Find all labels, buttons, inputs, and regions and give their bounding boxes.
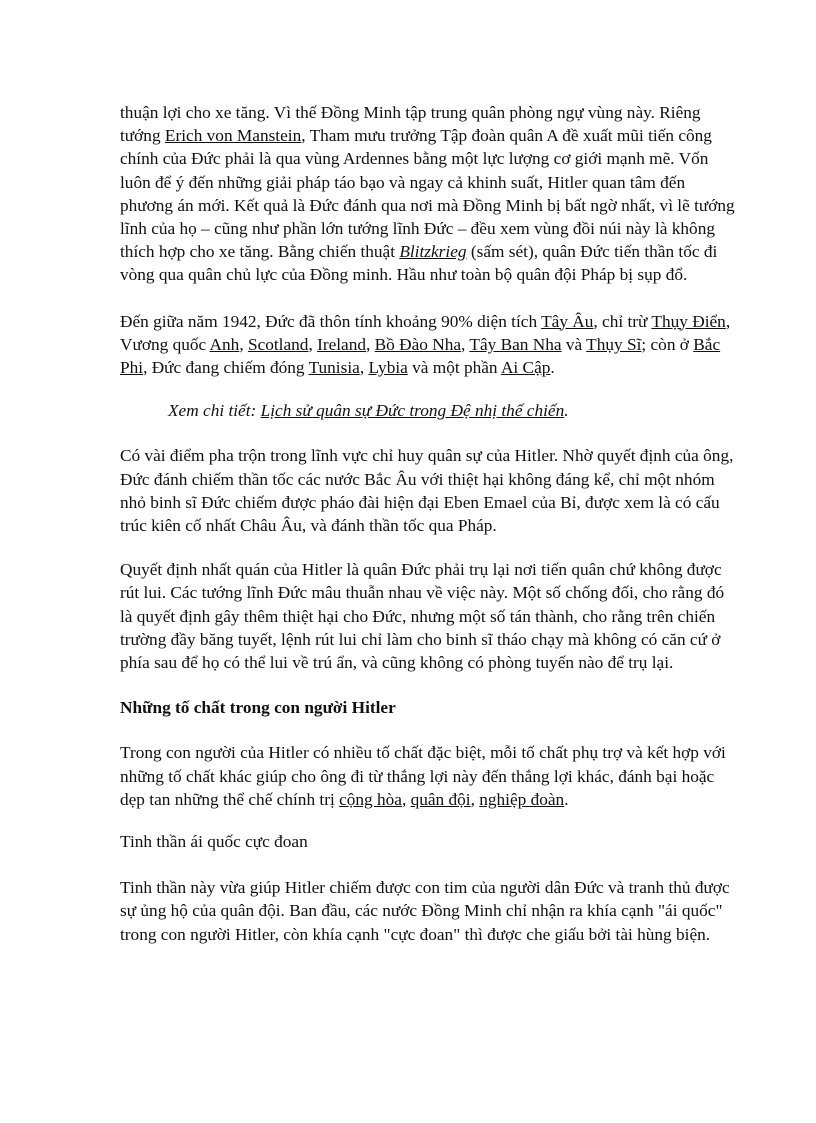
link-scotland[interactable]: Scotland: [247, 334, 309, 354]
text: , Tham mưu trưởng Tập đoàn quân A đề xuất mũi tiến công chính của Đức phải là qua vùng Ardennes bằng một lực lượng cơ giới mạnh mẽ. Vốn luôn để ý đến những giải pháp táo bạo và ngay cả khinh suất, Hitler quan tâm đến phương án mới. Kết quả là Đức đánh qua nơi mà Đồng Minh bị bất ngờ nhất, vì lẽ tướng lĩnh của họ – cũng như phần lớn tướng lĩnh Đức – đều xem vùng đồi núi này là không thích hợp cho xe tăng. Bằng chiến thuật: [120, 126, 735, 262]
link-bac-phi[interactable]: Bắc Phi: [120, 334, 721, 378]
text: .: [564, 789, 569, 809]
text: ,: [401, 789, 411, 809]
link-thuy-dien[interactable]: Thụy Điển: [651, 311, 726, 331]
text: ,: [239, 334, 248, 354]
link-quan-doi[interactable]: quân đội: [410, 789, 471, 809]
see-also-prefix: Xem chi tiết:: [168, 401, 261, 421]
text: (sấm sét), quân Đức tiến thần tốc đi vòng qua quân chủ lực của Đồng minh. Hầu như toàn bộ quân đội Pháp bị sụp đổ.: [120, 242, 718, 285]
paragraph-military-command: Có vài điểm pha trộn trong lĩnh vực chỉ huy quân sự của Hitler. Nhờ quyết định của ông, Đức đánh chiếm thần tốc các nước Bắc Âu với thiệt hại không đáng kể, chỉ một nhóm nhỏ binh sĩ Đức chiếm được pháo đài hiện đại Eben Emael của Bỉ, được xem là có cấu trúc kiên cố nhất Châu Âu, và đánh thần tốc qua Pháp.: [120, 446, 734, 536]
link-thuy-si[interactable]: Thụy Sĩ: [586, 334, 642, 354]
text: .: [550, 358, 555, 378]
see-also-suffix: .: [564, 401, 569, 421]
link-erich-von-manstein[interactable]: Erich von Manstein: [164, 126, 302, 146]
link-tay-au[interactable]: Tây Âu: [541, 311, 594, 331]
text: ,: [366, 334, 375, 354]
subheading: Tinh thần ái quốc cực đoan: [120, 832, 308, 852]
paragraph-no-retreat: Quyết định nhất quán của Hitler là quân Đức phải trụ lại nơi tiến quân chứ không được rút lui. Các tướng lĩnh Đức mâu thuẫn nhau về việc này. Một số chống đối, cho rằng đó là quyết định gây thêm thiệt hại cho Đức, nhưng một số tán thành, cho rằng trên chiến trường đầy băng tuyết, lệnh rút lui chỉ làm cho binh sĩ tháo chạy mà không có căn cứ ở phía sau để họ có thể lui về trú ẩn, và cũng không có phòng tuyến nào để trụ lại.: [120, 560, 725, 673]
link-ai-cap[interactable]: Ai Cập: [500, 358, 551, 378]
see-also: [120, 399, 740, 422]
text: ,: [359, 358, 369, 378]
link-blitzkrieg[interactable]: Blitzkrieg: [399, 242, 467, 262]
text: ,: [470, 789, 480, 809]
document-page: [120, 101, 740, 946]
text: Trong con người của Hitler có nhiều tố chất đặc biệt, mỗi tố chất phụ trợ và kết hợp với những tố chất khác giúp cho ông đi từ thắng lợi này đến thắng lợi khác, đánh bại hoặc dẹp tan những thể chế chính trị: [120, 743, 726, 809]
link-lybia[interactable]: Lybia: [368, 358, 408, 378]
link-military-history[interactable]: Lịch sử quân sự Đức trong Đệ nhị thế chiến: [260, 401, 565, 421]
link-nghiep-doan[interactable]: nghiệp đoàn: [479, 789, 565, 809]
text: , chỉ trừ: [593, 311, 652, 331]
text: và: [561, 334, 587, 354]
paragraph-occupation-1942: [120, 310, 740, 380]
link-bo-dao-nha[interactable]: Bồ Đào Nha: [374, 334, 462, 354]
link-ireland[interactable]: Ireland: [317, 334, 367, 354]
paragraph-qualities: [120, 741, 740, 811]
paragraph-patriotism: Tinh thần này vừa giúp Hitler chiếm được con tim của người dân Đức và tranh thủ được sự ủng hộ của quân đội. Ban đầu, các nước Đồng Minh chỉ nhận ra khía cạnh "ái quốc" trong con người Hitler, còn khía cạnh "cực đoan" thì được che giấu bởi tài hùng biện.: [120, 878, 730, 944]
text: Đến giữa năm 1942, Đức đã thôn tính khoảng 90% diện tích: [120, 311, 542, 331]
text: ,: [461, 334, 470, 354]
link-anh[interactable]: Anh: [209, 334, 240, 354]
text: ; còn ở: [641, 334, 694, 354]
text: , Vương quốc: [120, 311, 731, 354]
link-cong-hoa[interactable]: cộng hòa: [339, 789, 402, 809]
link-tunisia[interactable]: Tunisia: [308, 358, 360, 378]
text: và một phần: [407, 358, 501, 378]
section-heading: Những tố chất trong con người Hitler: [120, 698, 396, 718]
text: ,: [308, 334, 318, 354]
text: thuận lợi cho xe tăng. Vì thế Đồng Minh tập trung quân phòng ngự vùng này. Riêng tướng: [120, 103, 701, 146]
paragraph-western-front: [120, 101, 740, 287]
text: , Đức đang chiếm đóng: [143, 358, 309, 378]
link-tay-ban-nha[interactable]: Tây Ban Nha: [469, 334, 562, 354]
